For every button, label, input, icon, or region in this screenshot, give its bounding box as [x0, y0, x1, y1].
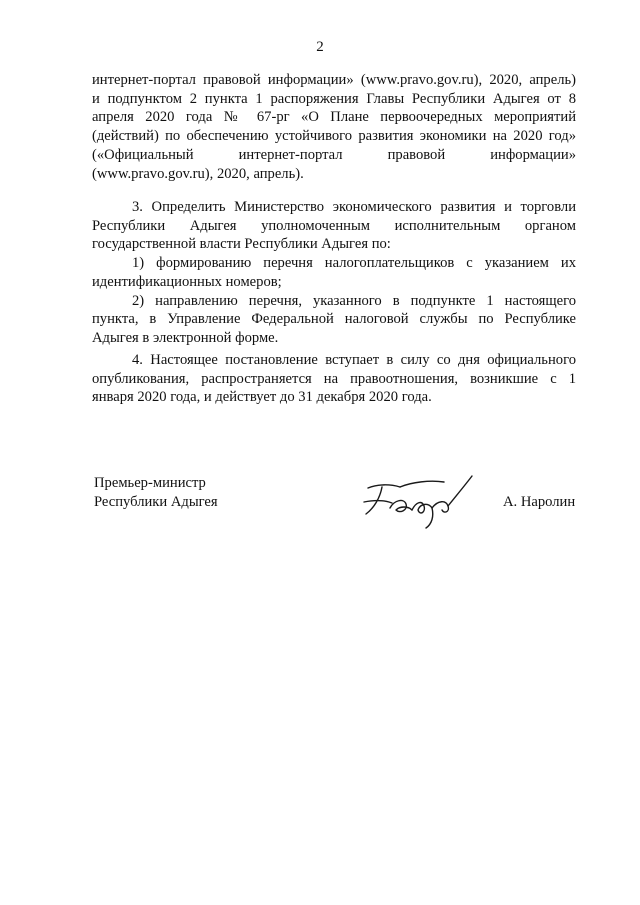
text-line: интернет-портал правовой информации» (www.pravo.gov.ru), 2020, апрель) [92, 72, 576, 88]
text-line: 3. Определить Министерство экономического развития и торговли [132, 199, 576, 215]
text-line: государственной власти Республики Адыгея по: [92, 236, 391, 253]
handwritten-signature [360, 470, 478, 530]
text-line: января 2020 года, и действует до 31 декабря 2020 года. [92, 389, 432, 406]
text-line: идентификационных номеров; [92, 273, 282, 290]
paragraph-item-3 [92, 198, 576, 348]
text-line: («Официальный интернет-портал правовой информации» [92, 146, 576, 163]
signatory-title-line: Республики Адыгея [94, 493, 218, 510]
text-line: 1) формированию перечня налогоплательщиков с указанием их [132, 255, 576, 272]
signatory-title-line: Премьер-министр [94, 475, 206, 491]
text-line: (действий) по обеспечению устойчивого развития экономики на 2020 год» [92, 128, 576, 145]
page-number: 2 [316, 39, 324, 55]
text-line: апреля 2020 года № 67-рг «О Плане первоочередных мероприятий [92, 109, 576, 126]
paragraph-continuation [92, 71, 576, 183]
signatory-name: А. Наролин [503, 494, 576, 510]
text-line: 4. Настоящее постановление вступает в силу со дня официального [132, 352, 576, 368]
text-line: Адыгея в электронной форме. [92, 329, 279, 346]
text-line: 2) направлению перечня, указанного в подпункте 1 настоящего [132, 292, 576, 309]
text-line: Республики Адыгея уполномоченным исполнительным органом [92, 217, 576, 234]
text-line: и подпунктом 2 пункта 1 распоряжения Главы Республики Адыгея от 8 [92, 90, 576, 107]
signatory-title [94, 474, 218, 511]
text-line: пункта, в Управление Федеральной налоговой службы по Республике [92, 311, 576, 328]
text-line: (www.pravo.gov.ru), 2020, апрель). [92, 165, 304, 182]
text-line: опубликования, распространяется на правоотношения, возникшие с 1 [92, 370, 576, 387]
paragraph-item-4 [92, 351, 576, 407]
